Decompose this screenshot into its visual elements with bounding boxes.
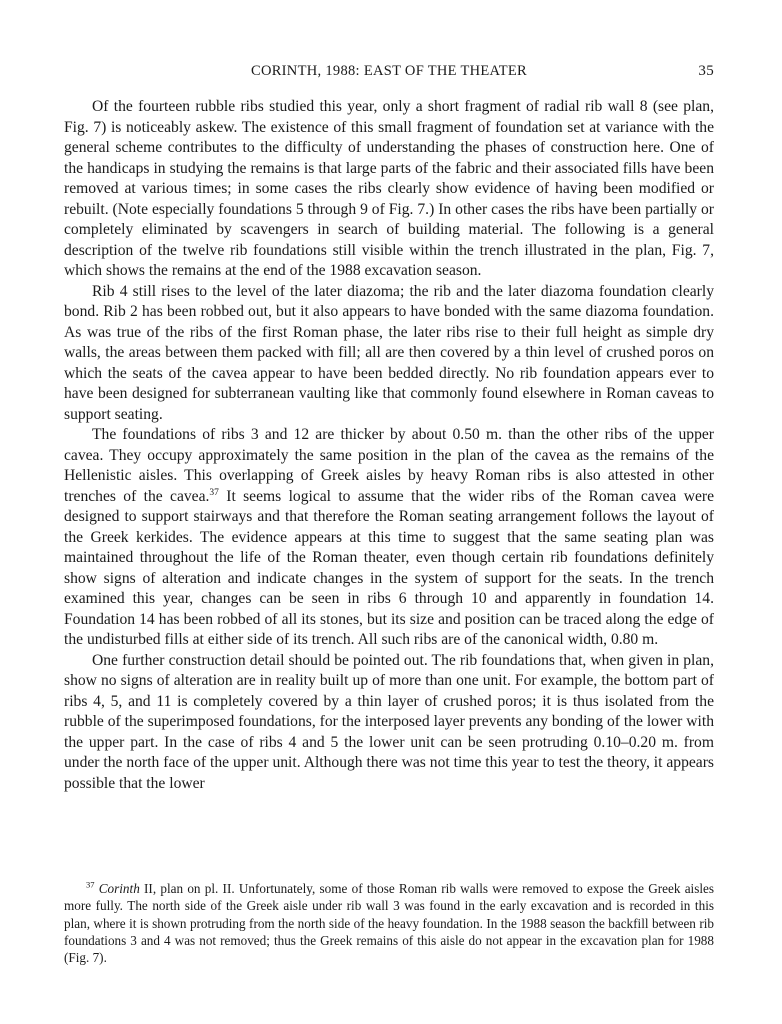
paragraph-1: Of the fourteen rubble ribs studied this year, only a short fragment of radial rib wall 8 (see plan, Fig. 7) is noticeably askew. The existence of this small fragment of foundation set at variance with the general scheme contributes to the difficulty of understanding the phases of construction here. One of the handicaps in studying the remains is that large parts of the fabric and their associated fills have been removed at various times; in some cases the ribs clearly show evidence of having been modified or rebuilt. (Note especially foundations 5 through 9 of Fig. 7.) In other cases the ribs have been partially or completely eliminated by scavengers in search of building material. The following is a general description of the twelve rib foundations still visible within the trench illustrated in the plan, Fig. 7, which shows the remains at the end of the 1988 excavation season. [64,98,714,279]
paragraph-3-text-after-note: It seems logical to assume that the wider ribs of the Roman cavea were designed to support stairways and that therefore the Roman seating arrangement follows the layout of the Greek kerkides. The evidence appears at this time to suggest that the same seating plan was maintained throughout the life of the Roman theater, even though certain rib foundations definitely show signs of alteration and indicate changes in the system of support for the seats. In the trench examined this year, changes can be seen in ribs 6 through 10 and apparently in foundation 14. Foundation 14 has been robbed of all its stones, but its size and position can be traced along the edge of the undisturbed fills at either side of its trench. All such ribs are of the canonical width, 0.80 m. [64,487,714,648]
footnote-reference-37[interactable]: 37 [209,487,219,498]
paragraph-4: One further construction detail should be pointed out. The rib foundations that, when given in plan, show no signs of alteration are in reality built up of more than one unit. For example, the bottom part of ribs 4, 5, and 11 is completely covered by a thin layer of crushed poros; it is thus isolated from the rubble of the superimposed foundations, for the interposed layer prevents any bonding of the lower with the upper part. In the case of ribs 4 and 5 the lower unit can be seen protruding 0.10–0.20 m. from under the north face of the upper unit. Although there was not time this year to test the theory, it appears possible that the lower [64,651,714,792]
running-head [64,63,714,83]
body-text [64,97,714,794]
page-number: 35 [698,63,714,79]
paragraph-3 [64,425,714,651]
footnote-37 [64,880,714,966]
paragraph-3-text-before-note: The foundations of ribs 3 and 12 are thicker by about 0.50 m. than the other ribs of the upper cavea. They occupy approximately the same position in the plan of the cavea as the remains of the Hellenistic aisles. This overlapping of Greek aisles by heavy Roman ribs is also attested in other trenches of the cavea. [64,426,714,505]
footnote-number: 37 [86,879,95,890]
footnote-text: II, plan on pl. II. Unfortunately, some of those Roman rib walls were removed to expose the Greek aisles more fully. The north side of the Greek aisle under rib wall 3 was found in the early excavation and is recorded in this plan, where it is shown protruding from the north side of the heavy foundation. In the 1988 season the backfill between rib foundations 3 and 4 was not removed; thus the Greek remains of this aisle do not appear in the excavation plan for 1988 (Fig. 7). [64,881,714,966]
running-title: CORINTH, 1988: EAST OF THE THEATER [250,63,528,79]
paragraph-2: Rib 4 still rises to the level of the later diazoma; the rib and the later diazoma foundation clearly bond. Rib 2 has been robbed out, but it also appears to have bonded with the same diazoma foundation. As was true of the ribs of the first Roman phase, the later ribs rise to their full height as simple dry walls, the areas between them packed with fill; all are then covered by a thin level of crushed poros on which the seats of the cavea appear to have been bedded directly. No rib foundation appears ever to have been designed for subterranean vaulting like that commonly found elsewhere in Roman caveas to support seating. [64,282,714,423]
footnote [64,880,714,966]
footnote-citation-title: Corinth [98,881,140,896]
